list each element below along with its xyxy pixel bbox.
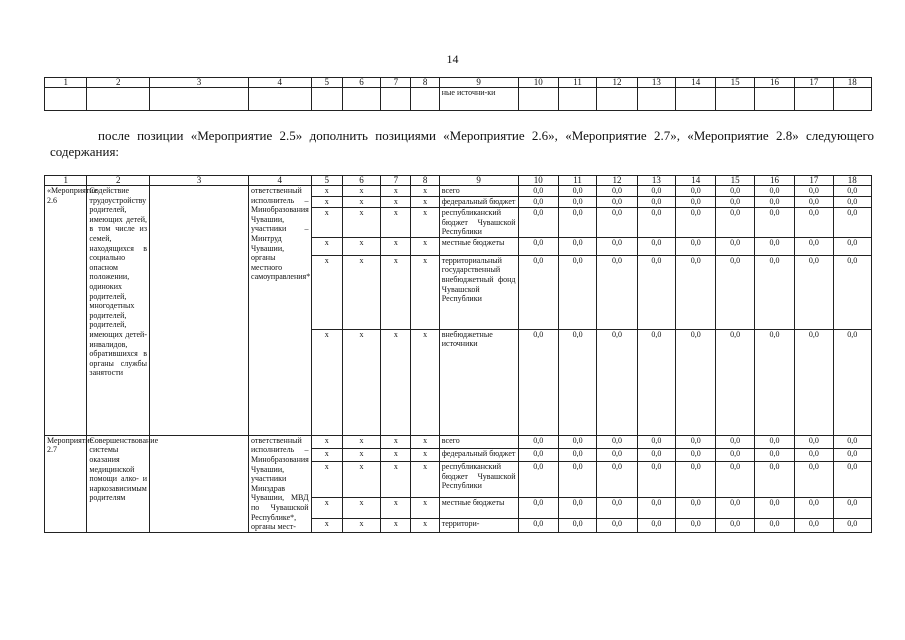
amount-cell: 0,0 — [833, 448, 872, 461]
mark-cell: x — [381, 208, 411, 238]
column-number: 1 — [45, 78, 87, 88]
column-number: 9 — [439, 176, 518, 186]
amount-cell: 0,0 — [833, 197, 872, 208]
measure-name: Содействие трудоустройству родителей, имеющих детей, в том числе из семей, находящихся в социально опасном положении, одиноких родителей, многодетных родителей, родителей, имеющих детей-инвалидов, обратившихся в органы службы занятости — [87, 186, 150, 436]
amount-cell: 0,0 — [637, 462, 675, 498]
funding-source: местные бюджеты — [439, 497, 518, 519]
mark-cell: x — [311, 448, 342, 461]
column-number: 18 — [833, 78, 872, 88]
amount-cell: 0,0 — [833, 497, 872, 519]
mark-cell: x — [381, 462, 411, 498]
column-number: 2 — [87, 176, 150, 186]
empty-cell — [45, 88, 87, 111]
amount-cell: 0,0 — [597, 197, 637, 208]
instruction-text: после позиции «Мероприятие 2.5» дополнить позициями «Мероприятие 2.6», «Мероприятие 2.7», «Мероприятие 2.8» следующего содержания: — [50, 128, 874, 159]
mark-cell: x — [342, 448, 380, 461]
column-number: 2 — [87, 78, 150, 88]
amount-cell: 0,0 — [676, 519, 716, 532]
amount-cell: 0,0 — [518, 186, 558, 197]
amount-cell: 0,0 — [637, 208, 675, 238]
column-number: 16 — [754, 78, 794, 88]
empty-cell — [518, 88, 558, 111]
amount-cell: 0,0 — [597, 237, 637, 255]
measures-table — [44, 175, 872, 533]
amount-cell: 0,0 — [676, 186, 716, 197]
column-number: 12 — [597, 78, 637, 88]
amount-cell: 0,0 — [754, 435, 794, 448]
table-row — [45, 435, 872, 448]
amount-cell: 0,0 — [518, 519, 558, 532]
amount-cell: 0,0 — [716, 462, 754, 498]
empty-cell — [716, 88, 754, 111]
page-number: 14 — [446, 52, 459, 66]
empty-cell — [754, 88, 794, 111]
empty-cell — [833, 88, 872, 111]
amount-cell: 0,0 — [754, 237, 794, 255]
table-row — [45, 88, 872, 111]
amount-cell: 0,0 — [833, 208, 872, 238]
amount-cell: 0,0 — [597, 448, 637, 461]
column-number: 10 — [518, 78, 558, 88]
funding-source: всего — [439, 435, 518, 448]
mark-cell: x — [411, 448, 439, 461]
funding-source: республиканский бюджет Чувашской Республики — [439, 208, 518, 238]
mark-cell: x — [342, 197, 380, 208]
column-number: 1 — [45, 176, 87, 186]
empty-cell — [150, 186, 249, 436]
funding-source: местные бюджеты — [439, 237, 518, 255]
mark-cell: x — [381, 329, 411, 435]
amount-cell: 0,0 — [795, 519, 833, 532]
amount-cell: 0,0 — [597, 435, 637, 448]
column-number: 15 — [716, 78, 754, 88]
amount-cell: 0,0 — [558, 435, 596, 448]
responsible-executor: ответственный исполнитель – Минобразования Чувашии, участники Минздрав Чувашии, МВД по Чувашской Республике*, органы мест- — [248, 435, 311, 532]
amount-cell: 0,0 — [716, 237, 754, 255]
mark-cell: x — [381, 186, 411, 197]
amount-cell: 0,0 — [795, 255, 833, 329]
column-number: 14 — [676, 176, 716, 186]
amount-cell: 0,0 — [716, 255, 754, 329]
amount-cell: 0,0 — [558, 329, 596, 435]
amount-cell: 0,0 — [676, 329, 716, 435]
amount-cell: 0,0 — [597, 329, 637, 435]
mark-cell: x — [411, 329, 439, 435]
amount-cell: 0,0 — [716, 197, 754, 208]
mark-cell: x — [311, 435, 342, 448]
amount-cell: 0,0 — [637, 497, 675, 519]
mark-cell: x — [342, 497, 380, 519]
mark-cell: x — [411, 519, 439, 532]
amount-cell: 0,0 — [676, 448, 716, 461]
mark-cell: x — [311, 329, 342, 435]
mark-cell: x — [381, 519, 411, 532]
amount-cell: 0,0 — [754, 208, 794, 238]
funding-source: внебюджетные источники — [439, 329, 518, 435]
measure-id: Мероприятие 2.7 — [45, 435, 87, 532]
amount-cell: 0,0 — [637, 519, 675, 532]
mark-cell: x — [342, 208, 380, 238]
amount-cell: 0,0 — [833, 462, 872, 498]
column-number: 14 — [676, 78, 716, 88]
empty-cell — [411, 88, 439, 111]
amount-cell: 0,0 — [754, 197, 794, 208]
mark-cell: x — [311, 462, 342, 498]
mark-cell: x — [342, 255, 380, 329]
mark-cell: x — [411, 497, 439, 519]
amount-cell: 0,0 — [795, 448, 833, 461]
amount-cell: 0,0 — [597, 208, 637, 238]
mark-cell: x — [342, 186, 380, 197]
amount-cell: 0,0 — [518, 255, 558, 329]
amount-cell: 0,0 — [518, 462, 558, 498]
mark-cell: x — [342, 462, 380, 498]
amount-cell: 0,0 — [558, 208, 596, 238]
amount-cell: 0,0 — [833, 255, 872, 329]
amount-cell: 0,0 — [597, 497, 637, 519]
mark-cell: x — [311, 208, 342, 238]
amount-cell: 0,0 — [676, 197, 716, 208]
amount-cell: 0,0 — [754, 186, 794, 197]
amount-cell: 0,0 — [676, 237, 716, 255]
amount-cell: 0,0 — [637, 448, 675, 461]
amount-cell: 0,0 — [558, 519, 596, 532]
amount-cell: 0,0 — [518, 197, 558, 208]
amount-cell: 0,0 — [716, 497, 754, 519]
funding-source: территори- — [439, 519, 518, 532]
column-number: 6 — [342, 176, 380, 186]
mark-cell: x — [411, 186, 439, 197]
funding-source: территориальный государственный внебюджетный фонд Чувашской Республики — [439, 255, 518, 329]
empty-cell — [381, 88, 411, 111]
amount-cell: 0,0 — [637, 197, 675, 208]
amount-cell: 0,0 — [518, 237, 558, 255]
amount-cell: 0,0 — [754, 497, 794, 519]
column-number: 18 — [833, 176, 872, 186]
mark-cell: x — [311, 237, 342, 255]
mark-cell: x — [311, 519, 342, 532]
column-number: 3 — [150, 78, 249, 88]
amount-cell: 0,0 — [716, 519, 754, 532]
amount-cell: 0,0 — [716, 208, 754, 238]
amount-cell: 0,0 — [597, 255, 637, 329]
mark-cell: x — [311, 255, 342, 329]
amount-cell: 0,0 — [558, 237, 596, 255]
column-number: 5 — [311, 78, 342, 88]
column-number: 8 — [411, 78, 439, 88]
amount-cell: 0,0 — [558, 448, 596, 461]
amount-cell: 0,0 — [637, 435, 675, 448]
mark-cell: x — [411, 462, 439, 498]
amount-cell: 0,0 — [795, 435, 833, 448]
mark-cell: x — [381, 255, 411, 329]
column-number: 12 — [597, 176, 637, 186]
amount-cell: 0,0 — [754, 255, 794, 329]
funding-source: федеральный бюджет — [439, 197, 518, 208]
empty-cell — [248, 88, 311, 111]
amount-cell: 0,0 — [754, 448, 794, 461]
empty-cell — [150, 88, 249, 111]
column-number: 17 — [795, 78, 833, 88]
column-number-row — [45, 78, 872, 88]
amount-cell: 0,0 — [637, 329, 675, 435]
mark-cell: x — [381, 197, 411, 208]
amount-cell: 0,0 — [795, 329, 833, 435]
measure-id: «Мероприятие 2.6 — [45, 186, 87, 436]
column-number: 4 — [248, 176, 311, 186]
amount-cell: 0,0 — [716, 448, 754, 461]
column-number: 13 — [637, 78, 675, 88]
instruction-paragraph — [50, 128, 874, 160]
mark-cell: x — [411, 237, 439, 255]
column-number: 11 — [558, 176, 596, 186]
column-number: 10 — [518, 176, 558, 186]
amount-cell: 0,0 — [795, 462, 833, 498]
mark-cell: x — [342, 435, 380, 448]
mark-cell: x — [381, 435, 411, 448]
empty-cell — [150, 435, 249, 532]
empty-cell — [795, 88, 833, 111]
amount-cell: 0,0 — [795, 208, 833, 238]
amount-cell: 0,0 — [518, 329, 558, 435]
continuation-table — [44, 77, 872, 111]
column-number: 7 — [381, 176, 411, 186]
amount-cell: 0,0 — [558, 197, 596, 208]
amount-cell: 0,0 — [795, 186, 833, 197]
amount-cell: 0,0 — [676, 462, 716, 498]
column-number: 4 — [248, 78, 311, 88]
amount-cell: 0,0 — [637, 255, 675, 329]
measure-name: Совершенствование системы оказания медицинской помощи алко- и наркозависимым родителям — [87, 435, 150, 532]
column-number: 7 — [381, 78, 411, 88]
amount-cell: 0,0 — [795, 237, 833, 255]
amount-cell: 0,0 — [518, 435, 558, 448]
mark-cell: x — [311, 497, 342, 519]
column-number: 6 — [342, 78, 380, 88]
mark-cell: x — [411, 435, 439, 448]
empty-cell — [637, 88, 675, 111]
empty-cell — [558, 88, 596, 111]
amount-cell: 0,0 — [558, 255, 596, 329]
column-number: 8 — [411, 176, 439, 186]
column-number: 5 — [311, 176, 342, 186]
funding-source-cell: ные источни-ки — [439, 88, 518, 111]
column-number-row — [45, 176, 872, 186]
column-number: 9 — [439, 78, 518, 88]
mark-cell: x — [381, 237, 411, 255]
responsible-executor: ответственный исполнитель – Минобразования Чувашии, участники – Минтруд Чувашии, органы местного самоуправления* — [248, 186, 311, 436]
column-number: 3 — [150, 176, 249, 186]
amount-cell: 0,0 — [518, 208, 558, 238]
mark-cell: x — [411, 208, 439, 238]
amount-cell: 0,0 — [597, 519, 637, 532]
mark-cell: x — [381, 448, 411, 461]
empty-cell — [311, 88, 342, 111]
table-row — [45, 186, 872, 197]
mark-cell: x — [311, 186, 342, 197]
column-number: 13 — [637, 176, 675, 186]
amount-cell: 0,0 — [754, 329, 794, 435]
amount-cell: 0,0 — [795, 197, 833, 208]
funding-source: федеральный бюджет — [439, 448, 518, 461]
amount-cell: 0,0 — [833, 435, 872, 448]
amount-cell: 0,0 — [833, 186, 872, 197]
column-number: 16 — [754, 176, 794, 186]
amount-cell: 0,0 — [795, 497, 833, 519]
amount-cell: 0,0 — [716, 186, 754, 197]
mark-cell: x — [411, 197, 439, 208]
amount-cell: 0,0 — [754, 462, 794, 498]
column-number: 17 — [795, 176, 833, 186]
amount-cell: 0,0 — [558, 186, 596, 197]
mark-cell: x — [381, 497, 411, 519]
mark-cell: x — [342, 237, 380, 255]
amount-cell: 0,0 — [637, 237, 675, 255]
column-number: 15 — [716, 176, 754, 186]
amount-cell: 0,0 — [833, 329, 872, 435]
amount-cell: 0,0 — [833, 237, 872, 255]
funding-source: всего — [439, 186, 518, 197]
amount-cell: 0,0 — [518, 497, 558, 519]
amount-cell: 0,0 — [833, 519, 872, 532]
amount-cell: 0,0 — [716, 329, 754, 435]
mark-cell: x — [342, 329, 380, 435]
amount-cell: 0,0 — [518, 448, 558, 461]
empty-cell — [676, 88, 716, 111]
column-number: 11 — [558, 78, 596, 88]
empty-cell — [87, 88, 150, 111]
empty-cell — [597, 88, 637, 111]
amount-cell: 0,0 — [676, 208, 716, 238]
amount-cell: 0,0 — [558, 497, 596, 519]
mark-cell: x — [411, 255, 439, 329]
amount-cell: 0,0 — [597, 462, 637, 498]
mark-cell: x — [342, 519, 380, 532]
amount-cell: 0,0 — [676, 497, 716, 519]
mark-cell: x — [311, 197, 342, 208]
amount-cell: 0,0 — [676, 255, 716, 329]
amount-cell: 0,0 — [716, 435, 754, 448]
amount-cell: 0,0 — [676, 435, 716, 448]
empty-cell — [342, 88, 380, 111]
funding-source: республиканский бюджет Чувашской Республики — [439, 462, 518, 498]
amount-cell: 0,0 — [597, 186, 637, 197]
amount-cell: 0,0 — [637, 186, 675, 197]
amount-cell: 0,0 — [558, 462, 596, 498]
amount-cell: 0,0 — [754, 519, 794, 532]
